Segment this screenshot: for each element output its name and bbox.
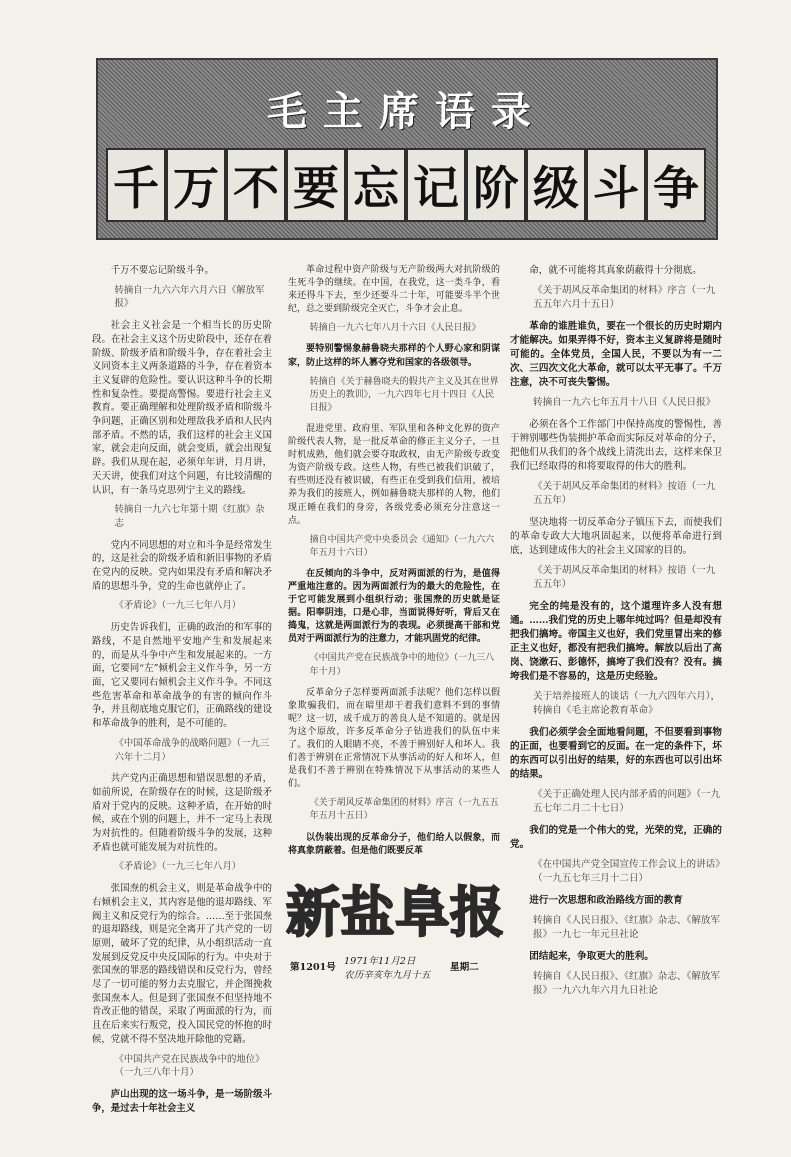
quote-text: 我们必须学会全面地看问题，不但要看到事物的正面，也要看到它的反面。在一定的条件下，坏的东西可以引出好的结果，好的东西也可以引出坏的结果。 xyxy=(510,727,722,780)
quote-source: 《关于胡风反革命集团的材料》按语（一九五五年） xyxy=(533,565,716,590)
quote-source: 《矛盾论》（一九三七年八月） xyxy=(114,861,242,873)
issue-number: 第1201号 xyxy=(290,962,336,973)
slogan-char: 万 xyxy=(166,148,226,222)
quote-text: 坚决地将一切反革命分子镇压下去，而使我们的革命专政大大地巩固起来，以便将革命进行到底，达到建成伟大的社会主义国家的目的。 xyxy=(510,517,722,556)
quote-text: 党内不同思想的对立和斗争是经常发生的，这是社会的阶级矛盾和新旧事物的矛盾在党内的反映。党内如果没有矛盾和解决矛盾的思想斗争，党的生命也就停止了。 xyxy=(92,539,272,592)
quote-source: 《关于胡风反革命集团的材料》序言（一九五五年五月十五日） xyxy=(309,798,499,822)
slogan-char: 阶 xyxy=(466,148,526,222)
quote-source: 《关于正确处理人民内部矛盾的问题》（一九五七年二月二十七日） xyxy=(533,789,721,814)
quote-text: 命，就不可能将其真象荫蔽得十分彻底。 xyxy=(529,265,702,276)
quote-text: 社会主义社会是一个相当长的历史阶段。在社会主义这个历史阶段中，还存在着阶级、阶级矛盾和阶级斗争，存在着社会主义同资本主义两条道路的斗争，存在着资本主义复辟的危险性。要认识这种斗争的长期性和复杂性。要提高警惕。要进行社会主义教育。要正确理解和处理阶级矛盾和阶级斗争问题，正确区别和处理敌我矛盾和人民内部矛盾。不然的话，我们这样的社会主义国家，就会走向反面，就会变质，就会出现复辟。我们从现在起，必须年年讲，月月讲，天天讲，使我们对这个问题，有比较清醒的认识，有一条马克思列宁主义的路线。 xyxy=(92,320,272,496)
slogan-char: 要 xyxy=(286,148,346,222)
publication-date: 1971年11月2日 xyxy=(344,956,416,967)
quote-text: 我们的党是一个伟大的党，光荣的党，正确的党。 xyxy=(510,825,722,850)
quote-source: 《中国革命战争的战略问题》（一九三六年十二月） xyxy=(114,737,270,763)
quote-source: 转摘自《关于赫鲁晓夫的假共产主义及其在世界历史上的教训》，一九六四年七月十四日《人民日报》 xyxy=(309,376,499,413)
quote-text: 团结起来，争取更大的胜利。 xyxy=(529,951,654,962)
quote-text: 张国焘的机会主义，则是革命战争中的右倾机会主义，其内容是他的退却路线、军阀主义和反党行为的综合。……至于张国焘的退却路线，则是完全离开了共产党的一切原则，破坏了党的纪律，从小组织活动一直发展到反党反中央反国际的行为。中央对于张国焘的罪恶的路线错误和反党行为，曾经尽了一切可能的努力去克服它，并企图挽救张国焘本人。但是到了张国焘不但坚持地不肯改正他的错误，采取了两面派的行为，而且在后来实行叛党，投入国民党的怀抱的时候，党就不得不坚决地开除他的党籍。 xyxy=(92,883,272,1045)
quote-text: 革命过程中资产阶级与无产阶级两大对抗阶级的生死斗争的继续。在中国，在我党，这一类斗争，看来还得斗下去，至少还要斗二十年，可能要斗半个世纪，总之要到阶级完全灭亡，斗争才会止息。 xyxy=(288,265,500,315)
banner-title: 毛主席语录 xyxy=(267,89,547,135)
quote-text: 进行一次思想和政治路线方面的教育 xyxy=(529,895,683,906)
slogan-char: 千 xyxy=(106,148,166,222)
slogan-char: 忘 xyxy=(346,148,406,222)
quote-source: 转摘自一九六七年五月十八日《人民日报》 xyxy=(533,397,716,408)
weekday: 星期二 xyxy=(450,962,479,973)
quote-source: 转摘自《人民日报》、《红旗》杂志、《解放军报》一九六九年六月九日社论 xyxy=(533,971,721,996)
quote-text: 必须在各个工作部门中保持高度的警惕性，善于辨别哪些伪装拥护革命而实际反对革命的分子，把他们从我们的各个战线上清洗出去，这样来保卫我们已经取得的和将要取得的伟大的胜利。 xyxy=(510,419,722,472)
quote-source: 关于培养接班人的谈话（一九六四年六月），转摘自《毛主席论教育革命》 xyxy=(533,691,721,716)
quote-text: 以伪装出现的反革命分子，他们给人以假象，而将真象荫蔽着。但是他们既要反革 xyxy=(288,832,500,856)
quote-text: 完全的纯是没有的，这个道理许多人没有想通。……我们党的历史上哪年纯过吗？但是却没有把我们搞垮。帝国主义也好，我们党里冒出来的修正主义也好，都没有把我们搞垮。解放以后出了高岗、饶漱石、彭德怀，搞垮了我们没有？没有。搞垮我们是不容易的，这是历史经验。 xyxy=(510,601,722,682)
masthead xyxy=(286,880,504,946)
dateline xyxy=(290,955,502,985)
quote-source: 转摘自一九六七年第十期《红旗》杂志 xyxy=(114,504,265,529)
masthead-char: 盐 xyxy=(340,881,395,944)
quote-source: 《关于胡风反革命集团的材料》序言（一九五五年六月十五日） xyxy=(533,285,716,310)
slogan-char: 级 xyxy=(526,148,586,222)
quote-source: 《矛盾论》（一九三七年八月） xyxy=(114,600,242,612)
quote-text: 革命的谁胜谁负，要在一个很长的历史时期内才能解决。如果弄得不好，资本主义复辟将是随时可能的。全体党员，全国人民，不要以为有一二次、三四次文化大革命，就可以太平无事了。千万注意，决不可丧失警惕。 xyxy=(510,321,722,388)
quote-source: 《关于胡风反革命集团的材料》按语（一九五五年） xyxy=(533,481,716,506)
slogan-char: 斗 xyxy=(586,148,646,222)
masthead-char: 报 xyxy=(449,881,504,944)
quote-text: 要特别警惕象赫鲁晓夫那样的个人野心家和阴谋家，防止这样的坏人篡夺党和国家的各级领导。 xyxy=(288,344,500,368)
slogan-char: 不 xyxy=(226,148,286,222)
slogan-row xyxy=(106,148,706,228)
quote-text: 历史告诉我们，正确的政治的和军事的路线，不是自然地平安地产生和发展起来的，而是从斗争中产生和发展起来的。一方面，它要同“左”倾机会主义作斗争，另一方面，它又要同右倾机会主义作斗争。不同这些危害革命和革命战争的有害的倾向作斗争，并且彻底地克服它们，正确路线的建设和革命战争的胜利，是不可能的。 xyxy=(92,622,272,730)
slogan-char: 记 xyxy=(406,148,466,222)
lunar-date: 农历辛亥年九月十五 xyxy=(344,970,431,981)
column-right xyxy=(510,264,722,1006)
masthead-char: 新 xyxy=(286,881,340,944)
quote-source: 《中国共产党在民族战争中的地位》（一九三八年十月） xyxy=(114,1053,265,1079)
quote-text: 庐山出现的这一场斗争，是一场阶级斗争，是过去十年社会主义 xyxy=(92,1088,272,1114)
column-left xyxy=(92,264,272,1121)
quote-text: 千万不要忘记阶级斗争。 xyxy=(110,265,214,276)
quote-text: 在反倾向的斗争中，反对两面派的行为，是值得严重地注意的。因为两面派行为的最大的危险性，在于它可能发展到小组织行动；张国焘的历史就是证据。阳奉阴违，口是心非，当面说得好听，背后又在捣鬼，这就是两面派行为的表现。必须提高干部和党员对于两面派行为的注意力，才能巩固党的纪律。 xyxy=(288,568,500,645)
masthead-char: 阜 xyxy=(395,881,450,944)
quote-text: 反革命分子怎样要两面派手法呢？他们怎样以假象欺骗我们，而在暗里却干着我们意料不到的事情呢？这一切，成千成万的善良人是不知道的。就是因为这个原故，许多反革命分子钻进我们的队伍中来了。我们的人眼睛不亮，不善于辨别好人和坏人。我们善于辨别在正常情况下从事活动的好人和坏人，但是我们不善于辨别在特殊情况下从事活动的某些人们。 xyxy=(288,687,500,790)
slogan-char: 争 xyxy=(646,148,706,222)
quote-source: 转摘自一九六六年六月六日《解放军报》 xyxy=(114,284,265,310)
quote-text: 共产党内正确思想和错误思想的矛盾，如前所说，在阶级存在的时候，这是阶级矛盾对于党内的反映。这种矛盾，在开始的时候，或在个别的问题上，并不一定马上表现为对抗性的。但随着阶级斗争的发展，这种矛盾也就可能发展为对抗性的。 xyxy=(92,773,272,853)
quotation-banner xyxy=(96,58,718,240)
quote-source: 《中国共产党在民族战争中的地位》（一九三八年十月） xyxy=(309,653,495,677)
column-middle xyxy=(288,264,500,864)
quote-source: 摘自中国共产党中央委员会《通知》（一九六六年五月十六日） xyxy=(309,534,495,558)
quote-source: 转摘自一九六七年八月十六日《人民日报》 xyxy=(309,323,481,334)
quote-source: 《在中国共产党全国宣传工作会议上的讲话》（一九五七年三月十二日） xyxy=(533,859,721,884)
quote-source: 转摘自《人民日报》、《红旗》杂志、《解放军报》一九七一年元旦社论 xyxy=(533,915,721,940)
quote-text: 混进党里、政府里、军队里和各种文化界的资产阶级代表人物，是一批反革命的修正主义分子，一旦时机成熟，他们就会要夺取政权，由无产阶级专政变为资产阶级专政。这些人物，有些已被我们识破了，有些则还没有被识破，有些正在受到我们信用，被培养为我们的接班人，例如赫鲁晓夫那样的人物，他们现正睡在我们的身旁，各级党委必须充分注意这一点。 xyxy=(288,423,500,526)
